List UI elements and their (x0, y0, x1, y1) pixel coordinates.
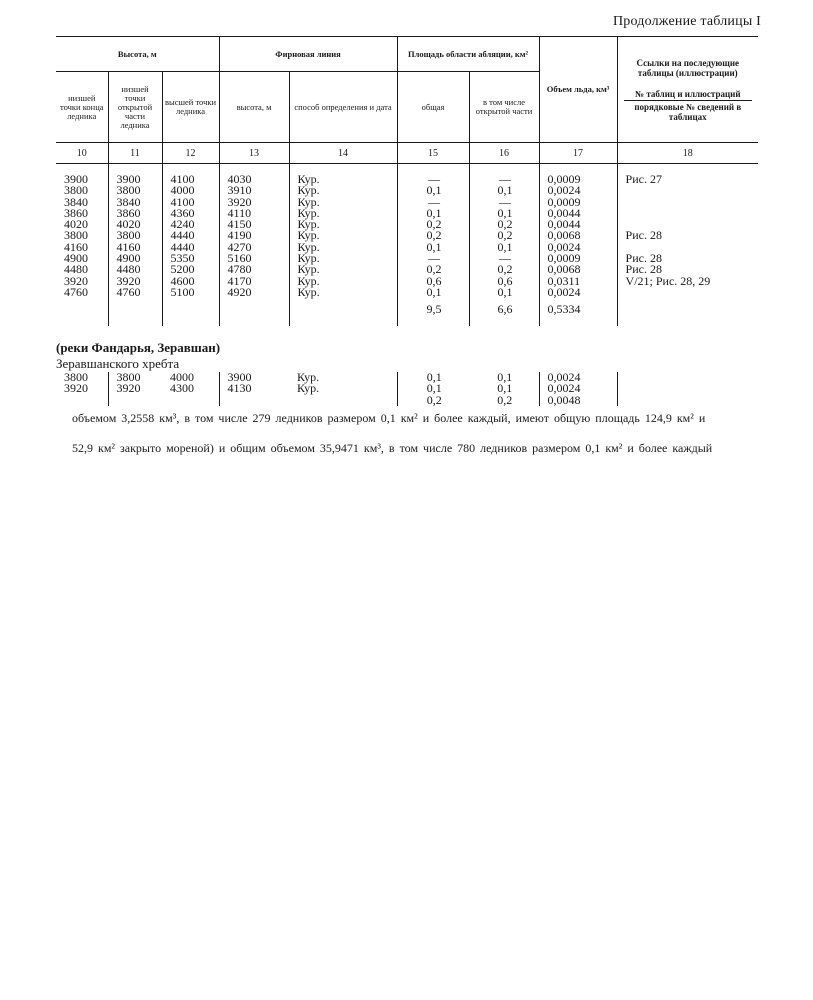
cell-c13: 4150 (219, 219, 289, 230)
cell-c16: — (469, 197, 539, 208)
header-refs (617, 37, 758, 143)
cell-c10: 3800 (56, 372, 108, 383)
section2-row (56, 372, 758, 383)
cell-c10: 3800 (56, 185, 108, 196)
cell-c11: 4020 (108, 219, 162, 230)
cell-c15: 0,1 (397, 185, 469, 196)
cell-c11: 3800 (108, 185, 162, 196)
cell-c10: 4020 (56, 219, 108, 230)
header-refs-title: Ссылки на последующие таблицы (иллюстрации) (636, 57, 740, 78)
header-refs-sub1: № таблиц и иллюстраций (624, 89, 753, 101)
cell-c17: 0,0068 (539, 264, 617, 275)
cell-c15: 0,2 (397, 264, 469, 275)
cell-c11: 3900 (108, 164, 162, 186)
cell-c14: Кур. (289, 242, 397, 253)
cell-c12: 5200 (162, 264, 219, 275)
cell-c17: 0,0068 (539, 230, 617, 241)
cell-c14: Кур. (289, 208, 397, 219)
cell-c11: 4900 (108, 253, 162, 264)
total-c16: 0,2 (469, 395, 539, 406)
cell-c10: 3900 (56, 164, 108, 186)
header-c11: низшей точки открытой части ледника (108, 72, 162, 143)
col-number: 15 (397, 143, 469, 164)
cell-c18 (617, 185, 758, 196)
header-refs-sub2: порядковые № сведений в таблицах (634, 101, 742, 122)
total-c13 (219, 395, 289, 406)
table-row (56, 287, 758, 298)
total-c12 (162, 395, 219, 406)
cell-c12: 4440 (162, 242, 219, 253)
table-body (56, 164, 758, 326)
cell-c15: 0,6 (397, 276, 469, 287)
cell-c18: V/21; Рис. 28, 29 (625, 273, 711, 288)
total-c15: 9,5 (397, 298, 469, 325)
cell-c15: 0,2 (397, 230, 469, 241)
cell-c12: 4100 (162, 197, 219, 208)
table-row (56, 197, 758, 208)
header-c16: в том числе открытой части (469, 72, 539, 143)
cell-c16: 0,1 (469, 208, 539, 219)
cell-c12: 4300 (162, 383, 219, 394)
cell-c13: 3910 (219, 185, 289, 196)
cell-c17: 0,0311 (539, 276, 617, 287)
cell-c11: 3800 (108, 230, 162, 241)
header-c12: высшей точки ледника (162, 72, 219, 143)
cell-c15: 0,1 (426, 381, 442, 396)
total-c11 (108, 395, 162, 406)
cell-c17: 0,0024 (539, 242, 617, 253)
cell-c13: 4190 (219, 230, 289, 241)
cell-c16: 0,1 (469, 242, 539, 253)
col-number: 11 (108, 143, 162, 164)
total-c17: 0,0048 (539, 395, 617, 406)
total-c10 (56, 395, 108, 406)
header-ablation-group: Площадь области абляции, км² (397, 37, 539, 72)
cell-c14: Кур. (289, 219, 397, 230)
total-c16: 6,6 (469, 298, 539, 325)
cell-c16: — (469, 164, 539, 186)
cell-c11: 4160 (108, 242, 162, 253)
header-firn-group: Фирновая линия (219, 37, 397, 72)
cell-c18 (617, 287, 758, 298)
cell-c11: 3920 (108, 276, 162, 287)
cell-c18 (617, 208, 758, 219)
cell-c18: Рис. 27 (625, 172, 662, 186)
cell-c15: 0,1 (426, 370, 442, 384)
cell-c14: Кур. (289, 197, 397, 208)
table-row (56, 230, 758, 241)
col-number: 13 (219, 143, 289, 164)
cell-c17: 0,0009 (539, 197, 617, 208)
cell-c14: Кур. (289, 264, 397, 275)
glacier-table (56, 36, 758, 326)
cell-c16: 0,1 (469, 372, 539, 383)
cell-c17: 0,0044 (539, 208, 617, 219)
column-numbers-row (56, 143, 758, 164)
cell-c11: 3920 (116, 381, 141, 396)
cell-c10: 3920 (56, 276, 108, 287)
cell-c12: 4000 (162, 372, 219, 383)
cell-c12: 4100 (162, 164, 219, 186)
cell-c18 (617, 372, 758, 383)
section2-body (56, 372, 758, 406)
header-c13: высота, м (219, 72, 289, 143)
col-number: 16 (469, 143, 539, 164)
header-volume: Объем льда, км³ (539, 37, 617, 143)
cell-c15: 0,2 (397, 219, 469, 230)
cell-c11: 3800 (116, 370, 141, 384)
cell-c13: 3920 (219, 197, 289, 208)
header-c15: общая (397, 72, 469, 143)
cell-c15: 0,1 (397, 208, 469, 219)
cell-c17: 0,0024 (539, 287, 617, 298)
cell-c10: 4900 (56, 253, 108, 264)
section2-row (56, 383, 758, 394)
totals-row (56, 298, 758, 325)
col-number: 17 (539, 143, 617, 164)
cell-c10: 3800 (56, 230, 108, 241)
table-row (56, 164, 758, 186)
total-c14 (289, 298, 397, 325)
cell-c13: 4130 (227, 381, 252, 396)
cell-c12: 4600 (162, 276, 219, 287)
cell-c15: — (397, 164, 469, 186)
total-c15: 0,2 (426, 392, 442, 407)
header-height-group: Высота, м (56, 37, 219, 72)
cell-c16: 0,1 (469, 287, 539, 298)
col-number: 14 (289, 143, 397, 164)
cell-c11: 3840 (108, 197, 162, 208)
cell-c12: 4240 (162, 219, 219, 230)
cell-c11: 4480 (108, 264, 162, 275)
cell-c14: Кур. (289, 383, 397, 394)
cell-c14: Кур. (289, 230, 397, 241)
cell-c16: 0,1 (469, 383, 539, 394)
cell-c16: 0,1 (469, 185, 539, 196)
cell-c17: 0,0009 (539, 164, 617, 186)
cell-c14: Кур. (289, 164, 397, 186)
cell-c13: 4170 (219, 276, 289, 287)
cell-c18: Рис. 28 (625, 251, 662, 266)
cell-c11: 4760 (108, 287, 162, 298)
total-c18 (617, 298, 758, 325)
cell-c10: 4480 (56, 264, 108, 275)
cell-c16: 0,2 (469, 230, 539, 241)
cell-c16: 0,2 (469, 264, 539, 275)
total-c14 (289, 395, 397, 406)
cell-c17: 0,0044 (539, 219, 617, 230)
cell-c14: Кур. (289, 253, 397, 264)
total-c11 (108, 298, 162, 325)
section2-table-wrap (56, 372, 758, 406)
cell-c17: 0,0024 (539, 383, 617, 394)
cell-c18: Рис. 28 (625, 262, 662, 277)
table-row (56, 276, 758, 287)
cell-c14: Кур. (289, 185, 397, 196)
river-heading: (реки Фандарья, Зеравшан) (56, 340, 221, 355)
cell-c17: 0,0024 (539, 185, 617, 196)
table-row (56, 185, 758, 196)
cell-c17: 0,0009 (539, 253, 617, 264)
cell-c10: 3840 (56, 197, 108, 208)
cell-c13: 4030 (219, 164, 289, 186)
cell-c18: Рис. 28 (625, 228, 662, 243)
cell-c15: 0,1 (397, 287, 469, 298)
cell-c15: 0,1 (397, 242, 469, 253)
ridge-heading: Зеравшанского хребта (56, 356, 180, 371)
body-text-line-2: 52,9 км² закрыто мореной) и общим объемом 35,9471 км³, в том числе 780 ледников размером 0,1 км² и более каждый (72, 441, 713, 455)
cell-c14: Кур. (289, 372, 397, 383)
glacier-data-table (56, 36, 758, 326)
cell-c17: 0,0024 (539, 372, 617, 383)
cell-c15: — (397, 253, 469, 264)
section2-table (56, 372, 758, 406)
cell-c10: 4160 (56, 242, 108, 253)
header-c10: низшей точки конца ледника (56, 72, 108, 143)
continuation-title: Продолжение таблицы I (612, 14, 761, 29)
cell-c10: 3860 (56, 208, 108, 219)
cell-c13: 4780 (219, 264, 289, 275)
cell-c14: Кур. (289, 276, 397, 287)
table-row (56, 208, 758, 219)
total-c18 (617, 395, 758, 406)
total-c13 (219, 298, 289, 325)
cell-c10: 3920 (56, 383, 108, 394)
cell-c12: 5350 (162, 253, 219, 264)
cell-c13: 4920 (219, 287, 289, 298)
cell-c16: — (469, 253, 539, 264)
cell-c16: 0,2 (469, 219, 539, 230)
cell-c12: 4000 (162, 185, 219, 196)
cell-c18 (617, 197, 758, 208)
cell-c16: 0,6 (469, 276, 539, 287)
total-c12 (162, 298, 219, 325)
cell-c12: 4360 (162, 208, 219, 219)
cell-c13: 3900 (227, 370, 252, 384)
body-text-line-1: объемом 3,2558 км³, в том числе 279 ледников размером 0,1 км² и более каждый, имеют общую площадь 124,9 км² и (72, 411, 706, 425)
cell-c12: 5100 (162, 287, 219, 298)
total-c17: 0,5334 (539, 298, 617, 325)
header-c14: способ определения и дата (289, 72, 397, 143)
cell-c13: 5160 (219, 253, 289, 264)
col-number: 18 (617, 143, 758, 164)
cell-c18 (617, 383, 758, 394)
cell-c11: 3860 (108, 208, 162, 219)
cell-c13: 4110 (219, 208, 289, 219)
cell-c15: — (397, 197, 469, 208)
cell-c10: 4760 (56, 287, 108, 298)
col-number: 10 (56, 143, 108, 164)
cell-c13: 4270 (219, 242, 289, 253)
cell-c14: Кур. (289, 287, 397, 298)
cell-c12: 4440 (162, 230, 219, 241)
total-c10 (56, 298, 108, 325)
col-number: 12 (162, 143, 219, 164)
section2-totals-row (56, 395, 758, 406)
